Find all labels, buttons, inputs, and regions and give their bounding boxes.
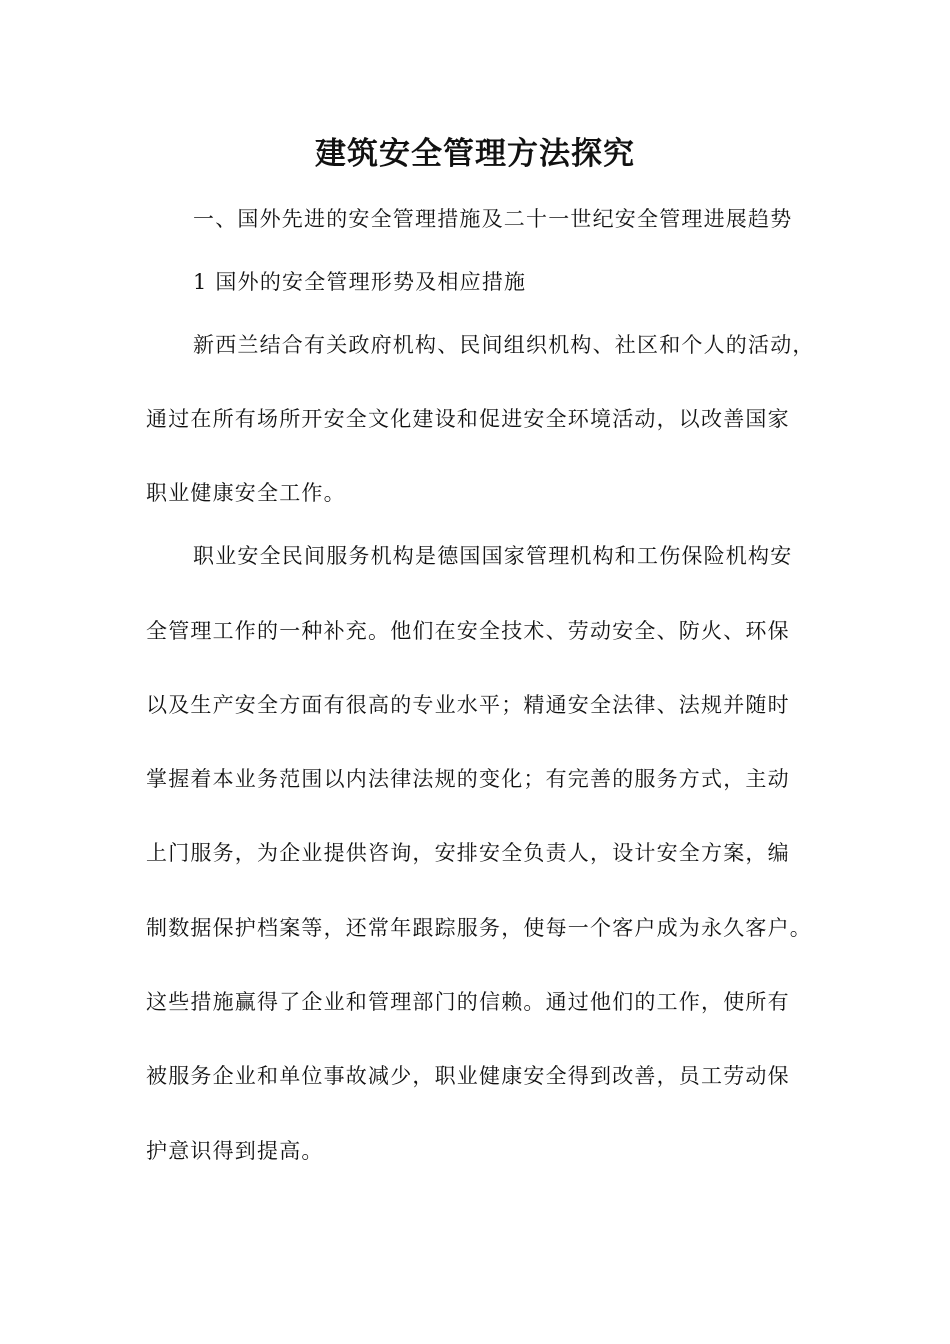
paragraph-line: 通过在所有场所开安全文化建设和促进安全环境活动，以改善国家 (146, 407, 790, 431)
paragraph-line: 以及生产安全方面有很高的专业水平；精通安全法律、法规并随时 (146, 693, 790, 717)
subsection-heading: 1 国外的安全管理形势及相应措施 (193, 270, 527, 294)
paragraph-line: 职业安全民间服务机构是德国国家管理机构和工伤保险机构安 (193, 544, 793, 568)
document-title: 建筑安全管理方法探究 (315, 136, 635, 172)
paragraph-line: 掌握着本业务范围以内法律法规的变化；有完善的服务方式，主动 (146, 767, 790, 791)
paragraph-line: 上门服务，为企业提供咨询，安排安全负责人，设计安全方案，编 (146, 841, 790, 865)
paragraph-line: 被服务企业和单位事故减少，职业健康安全得到改善，员工劳动保 (146, 1064, 790, 1088)
paragraph-line: 制数据保护档案等，还常年跟踪服务，使每一个客户成为永久客户。 (146, 916, 812, 940)
paragraph-line: 全管理工作的一种补充。他们在安全技术、劳动安全、防火、环保 (146, 619, 790, 643)
paragraph-line: 这些措施赢得了企业和管理部门的信赖。通过他们的工作，使所有 (146, 990, 790, 1014)
paragraph-line: 护意识得到提高。 (146, 1139, 324, 1163)
section-heading: 一、国外先进的安全管理措施及二十一世纪安全管理进展趋势 (193, 207, 793, 231)
paragraph-line: 新西兰结合有关政府机构、民间组织机构、社区和个人的活动， (193, 333, 815, 357)
paragraph-line: 职业健康安全工作。 (146, 481, 346, 505)
